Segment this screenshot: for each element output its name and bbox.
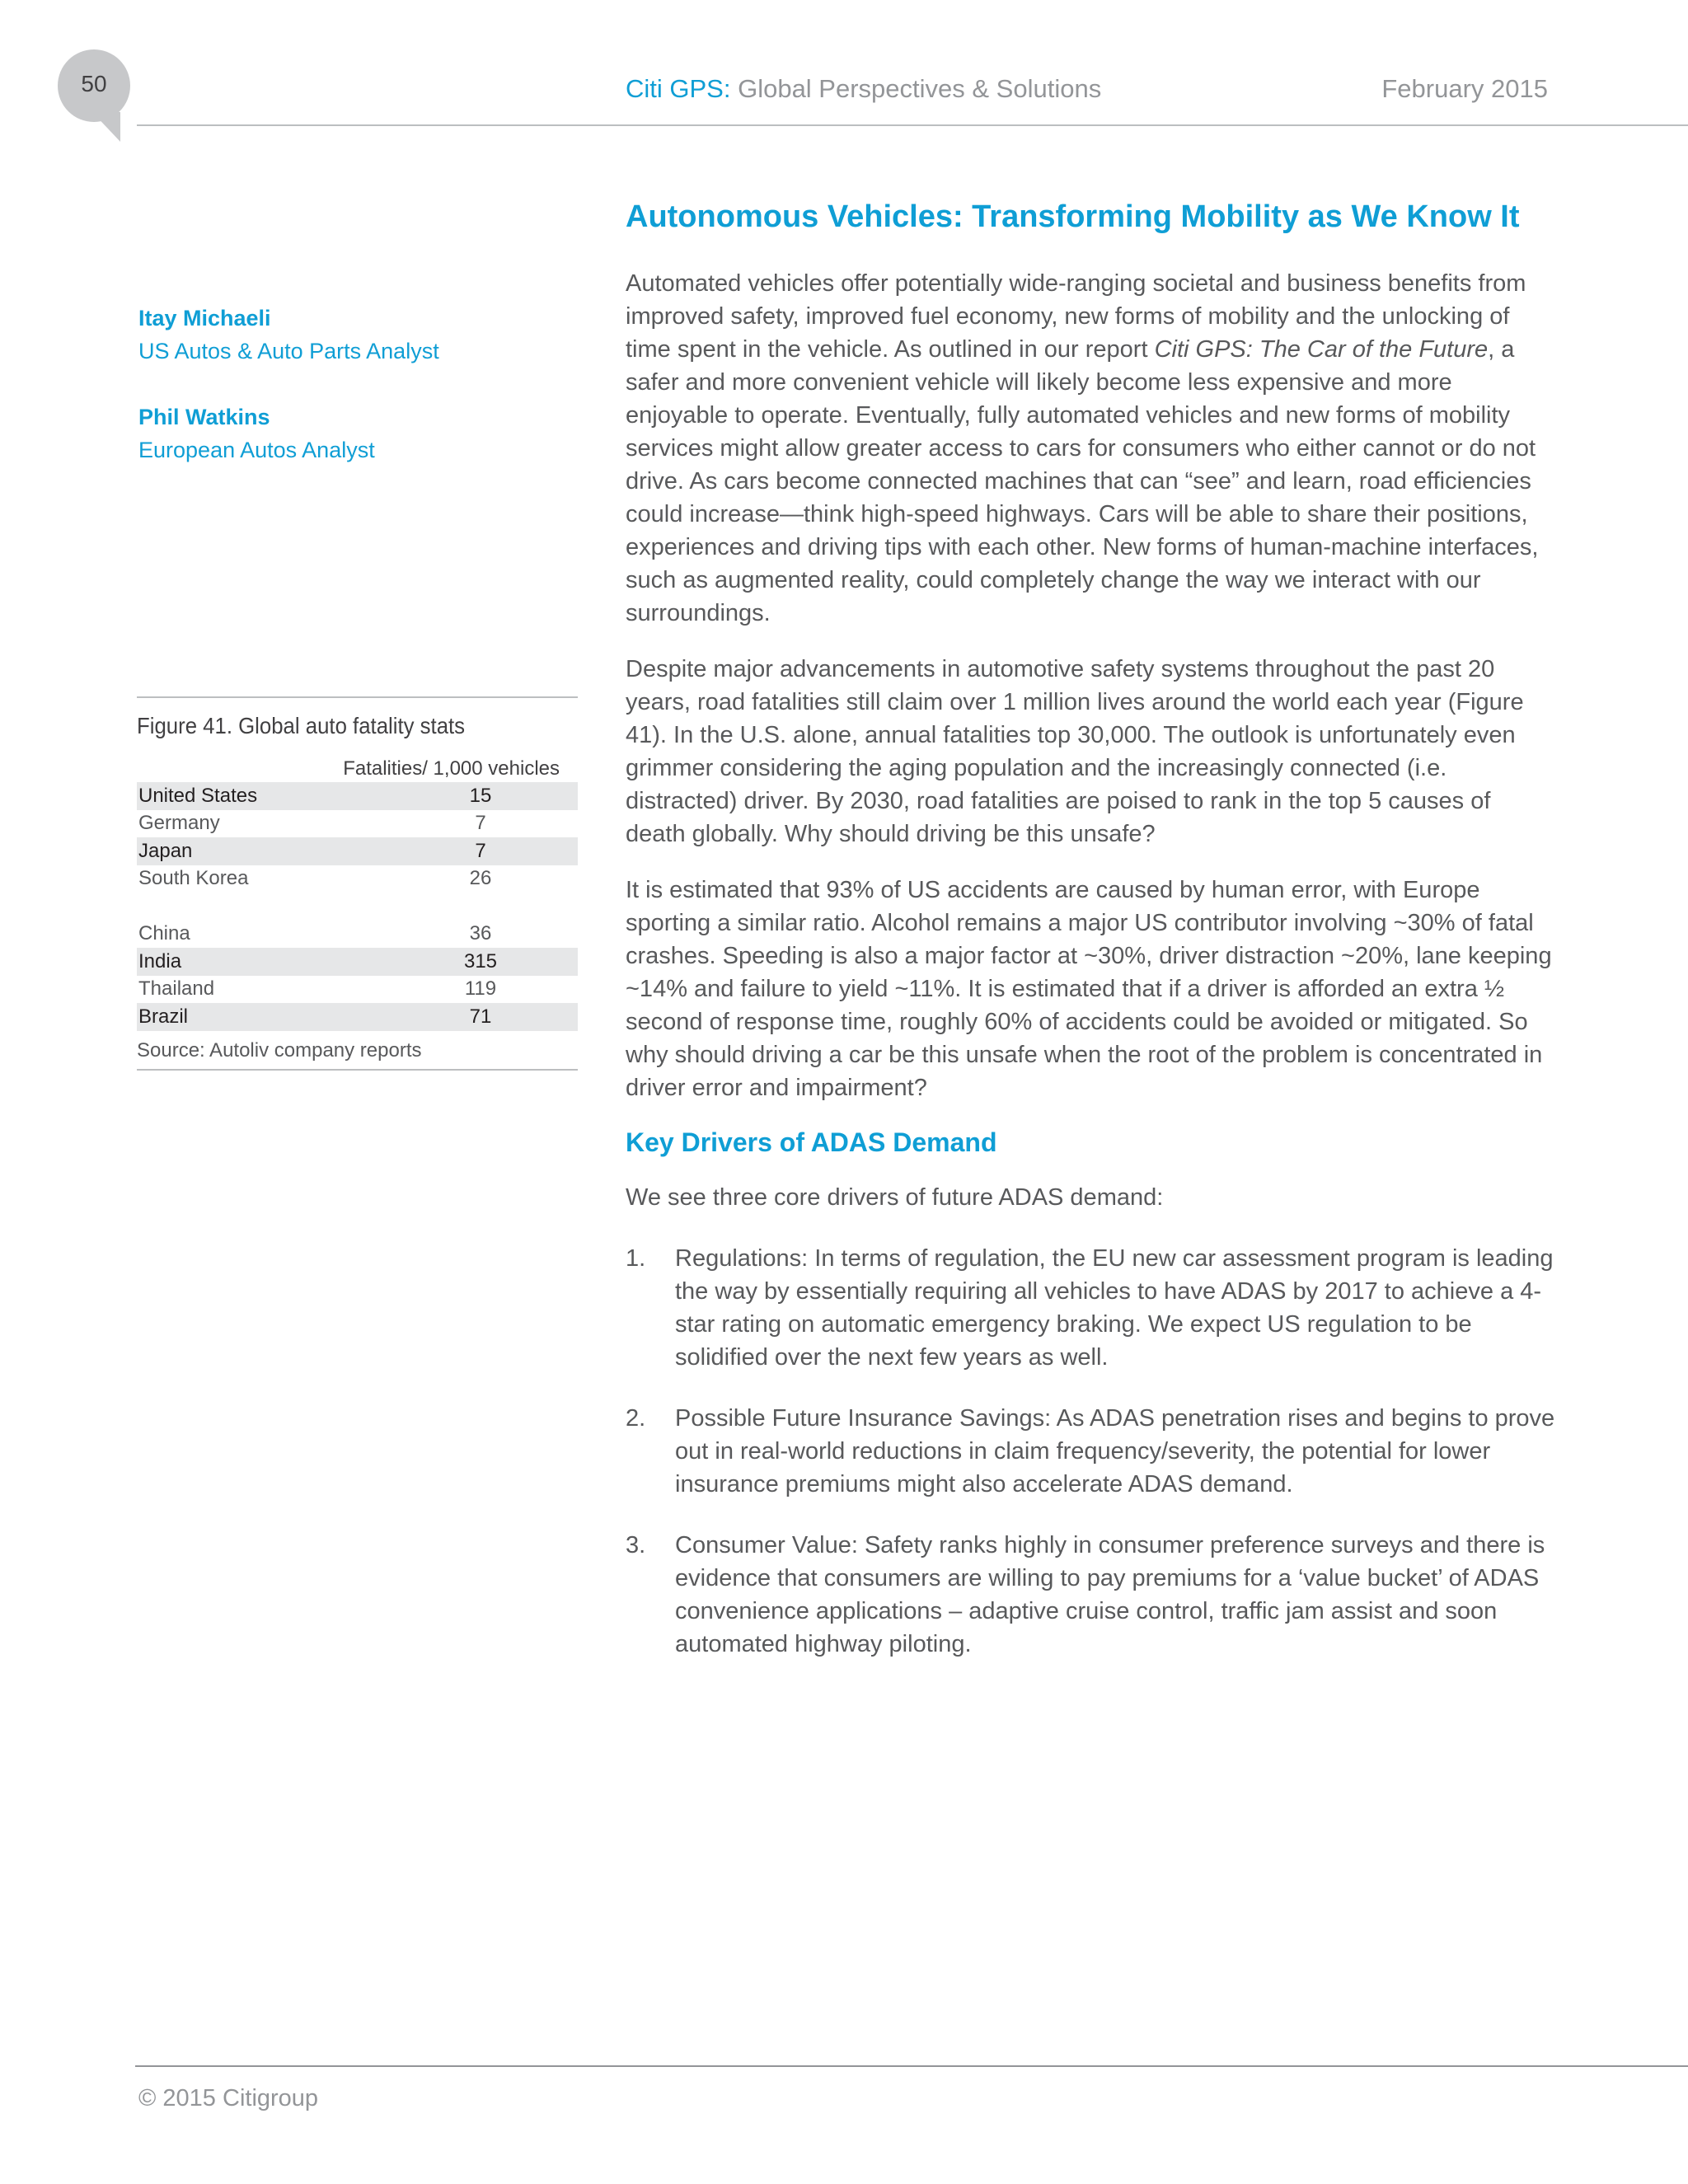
footer-copyright: © 2015 Citigroup [138,2085,319,2111]
table-row [137,782,578,810]
table-cell-country: Japan [138,839,193,862]
author-block [138,302,567,368]
article-title: Autonomous Vehicles: Transforming Mobility as We Know It [626,199,1520,234]
footer-divider [135,2065,1688,2067]
author-role: European Autos Analyst [138,438,375,462]
header-divider [137,124,1688,126]
author-list [138,302,567,499]
table-cell-country: China [138,922,190,945]
author-block [138,401,567,466]
table-row [137,837,578,865]
paragraph-fatalities: Despite major advancements in automotive safety systems throughout the past 20 years, road fatalities still claim over 1 million lives around the world each year (Figure 41). In the U.S. alone, annual fatalities top 30,000. The outlook is unfortunately even grimmer considering the aging population and the increasingly connected (i.e. distracted) driver. By 2030, road fatalities are poised to rank in the top 5 causes of death globally. Why should driving be this unsafe? [626,656,1524,847]
list-text: Regulations: In terms of regulation, the EU new car assessment program is leading the way by essentially requiring all vehicles to have ADAS by 2017 to achieve a 4-star rating on automatic emergency braking. We expect US regulation to be solidified over the next few years as well. [675,1245,1554,1371]
author-name: Phil Watkins [138,405,270,429]
table-cell-value: 36 [469,922,492,945]
page-number: 50 [81,71,107,96]
table-cell-value: 7 [475,839,486,862]
figure-fatality-stats [137,696,578,1071]
author-role: US Autos & Auto Parts Analyst [138,339,439,363]
table-row [137,948,578,976]
paragraph-intro-part2: , a safer and more convenient vehicle will likely become less expensive and more enjoyable to operate. Eventually, fully automated vehicles and new forms of mobility services might allow greater access to cars for consumers who either cannot or do not drive. As cars become connected machines that can “see” and learn, road efficiencies could increase—think high-speed highways. Cars will be able to share their positions, experiences and driving tips with each other. New forms of human-machine interfaces, such as augmented reality, could completely change the way we interact with our surroundings. [626,336,1539,626]
list-item [626,1529,1557,1661]
author-name: Itay Michaeli [138,306,271,330]
table-cell-value: 26 [469,867,492,890]
table-cell-value: 119 [464,977,497,1001]
table-spacer-row [137,893,578,921]
table-cell-country: Brazil [138,1005,189,1028]
list-text: Possible Future Insurance Savings: As ADAS penetration rises and begins to prove out in real-world reductions in claim frequency/severity, the potential for lower insurance premiums might also accelerate ADAS demand. [675,1405,1555,1497]
header-date: February 2015 [1381,74,1548,103]
table-cell-country: Germany [138,812,220,835]
list-item [626,1242,1557,1374]
figure-source: Source: Autoliv company reports [137,1038,422,1062]
list-number: 1. [626,1245,646,1272]
main-article [626,198,1557,1689]
section-heading: Key Drivers of ADAS Demand [626,1127,997,1157]
paragraph-intro-part1: Automated vehicles offer potentially wide-ranging societal and business benefits from improved safety, improved fuel economy, new forms of mobility and the unlocking of time spent in the vehicle. As outlined in our report [626,270,1526,363]
table-row [137,810,578,838]
table-row [137,865,578,893]
table-row [137,976,578,1004]
table-cell-country: South Korea [138,867,249,890]
drivers-list [626,1242,1557,1661]
figure-bottom-rule [137,1069,578,1071]
list-text: Consumer Value: Safety ranks highly in consumer preference surveys and there is evidence that consumers are willing to pay premiums for a ‘value bucket’ of ADAS convenience applications – adaptive cruise control, traffic jam assist and soon automated highway piloting. [675,1532,1545,1657]
table-cell-value: 15 [469,784,492,807]
paragraph-human-error: It is estimated that 93% of US accidents are caused by human error, with Europe sporting a similar ratio. Alcohol remains a major US contributor involving ~30% of fatal crashes. Speeding is also a major factor at ~30%, driver distraction ~20%, lane keeping ~14% and failure to yield ~11%. It is estimated that if a driver is afforded an extra ½ second of response time, roughly 60% of accidents could be avoided or mitigated. So why should driving a car be this unsafe when the root of the problem is concentrated in driver error and impairment? [626,877,1552,1101]
list-item [626,1402,1557,1501]
table-row [137,921,578,949]
table-cell-country: Thailand [138,977,215,1001]
table-column-header: Fatalities/ 1,000 vehicles [343,757,560,780]
figure-title: Figure 41. Global auto fatality stats [137,713,466,738]
brand-citi-gps: Citi GPS: [626,74,731,103]
list-number: 2. [626,1405,646,1432]
table-cell-country: India [138,949,182,972]
table-cell-value: 7 [475,812,486,835]
list-intro: We see three core drivers of future ADAS demand: [626,1184,1164,1211]
table-cell-country: United States [138,784,258,807]
fatality-table [137,757,578,1031]
list-number: 3. [626,1532,646,1558]
table-cell-value: 315 [463,949,498,972]
header-brand [626,74,1101,104]
page-badge-tail [92,112,120,142]
figure-top-rule [137,696,578,698]
brand-tagline: Global Perspectives & Solutions [730,74,1102,103]
paragraph-intro [626,267,1557,630]
table-row [137,1003,578,1031]
table-cell-value: 71 [469,1005,492,1028]
report-title-reference: Citi GPS: The Car of the Future [1154,336,1489,363]
